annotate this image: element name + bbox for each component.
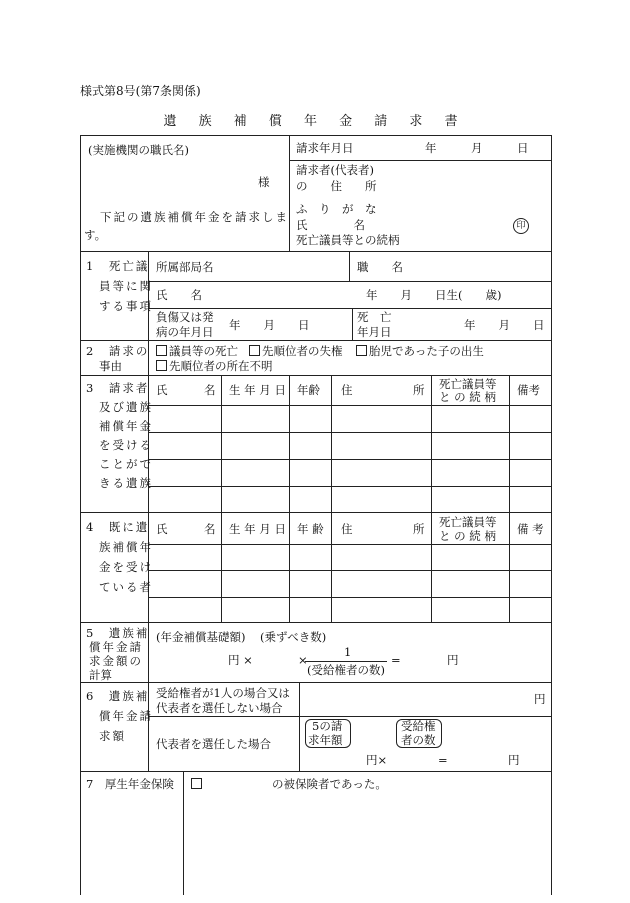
sec3-col-4	[431, 375, 432, 512]
sec1-line-2	[148, 308, 551, 309]
sec5-label-3: 求金額の	[89, 654, 143, 668]
sec3-label-5: ことがで	[99, 457, 153, 471]
death-label-1: 死 亡	[357, 310, 392, 324]
col-relation-2: と の 続 柄	[439, 390, 496, 404]
sec5-label-4: 計算	[89, 668, 112, 682]
sec3-row-1	[148, 405, 551, 406]
sec2-label-2: 事由	[99, 359, 122, 373]
rep-yen-times: 円×	[366, 753, 388, 767]
sec4-col-3	[331, 512, 332, 622]
col-addr-a: 住	[341, 522, 353, 536]
checkbox[interactable]	[249, 345, 260, 356]
injury-date: 年 月 日	[229, 318, 310, 332]
reason-option-birth[interactable]	[356, 344, 484, 358]
sec3-label-1: 3 請求者	[86, 381, 150, 395]
col-age: 年齢	[297, 383, 320, 397]
sec3-label-2: 及び遺族	[99, 400, 153, 414]
reason-option-label: 先順位者の失権	[262, 344, 343, 358]
col-note: 備考	[517, 383, 540, 397]
sec3-row-2	[148, 432, 551, 433]
multiplier-label: (乗ずべき数)	[260, 630, 327, 644]
col-birth: 生 年 月 日	[229, 522, 286, 536]
sec1-label-2: 員等に関	[99, 279, 153, 293]
col-relation-1: 死亡議員等	[439, 377, 497, 391]
sec4-label-3: 金を受け	[99, 560, 153, 574]
sec3-col-3	[331, 375, 332, 512]
checkbox[interactable]	[156, 360, 167, 371]
sec4-row-1	[148, 544, 551, 545]
checkbox[interactable]	[156, 345, 167, 356]
sec2-label-1: 2 請求の	[86, 344, 150, 358]
fraction-bar	[305, 661, 387, 662]
post-label: 職 名	[357, 260, 403, 274]
sec4-row-2	[148, 570, 551, 571]
deceased-name-label: 氏 名	[156, 288, 202, 302]
sec1-line-1	[148, 281, 551, 282]
sec6-bottom	[80, 771, 551, 772]
col-relation-2: と の 続 柄	[439, 529, 496, 543]
sec3-label-6: きる遺族	[99, 476, 153, 490]
claimant-label: 請求者(代表者)	[296, 163, 374, 177]
sec3-label-3: 補償年金	[99, 419, 153, 433]
reason-option-missing[interactable]	[156, 359, 273, 373]
bracket1-line1: 5の請	[312, 719, 343, 733]
date-year: 年	[425, 141, 437, 155]
sec3-row-4	[148, 486, 551, 487]
death-label-2: 年月日	[357, 325, 392, 339]
bracket1-line2: 求年額	[308, 733, 343, 747]
sama-label: 様	[258, 175, 270, 189]
sec3-bottom	[80, 512, 551, 513]
sec6-divider	[299, 682, 300, 771]
furigana-label: ふ り が な	[296, 202, 377, 216]
fraction-denominator: (受給権者の数)	[307, 663, 385, 677]
rep-equals: =	[438, 753, 448, 767]
sec4-col-4	[431, 512, 432, 622]
injury-label-2: 病の年月日	[156, 325, 214, 339]
col-addr-b: 所	[413, 522, 425, 536]
single-claim-label-2: 代表者を選任しない場合	[156, 701, 283, 715]
reason-option-forfeit[interactable]	[249, 344, 343, 358]
sec3-col-2	[289, 375, 290, 512]
reason-option-death[interactable]	[156, 344, 238, 358]
reason-option-label: 胎児であった子の出生	[369, 344, 484, 358]
sec6-label-2: 償年金請	[99, 709, 153, 723]
date-label: 請求年月日	[296, 141, 354, 155]
sec4-col-2	[289, 512, 290, 622]
rep-claim-label: 代表者を選任した場合	[156, 737, 271, 751]
base-amount-label: (年金補償基礎額)	[156, 630, 246, 644]
col-addr-a: 住	[341, 383, 353, 397]
sec4-label-4: ている者	[99, 580, 153, 594]
col-name-a: 氏	[156, 383, 168, 397]
request-text: 下記の遺族補償年金を請求しま	[100, 210, 289, 224]
col-birth: 生 年 月 日	[229, 383, 286, 397]
checkbox[interactable]	[356, 345, 367, 356]
org-label: (実施機関の職氏名)	[88, 143, 189, 157]
relation-label: 死亡議員等との続柄	[296, 233, 400, 247]
col-note: 備 考	[517, 522, 544, 536]
sec2-bottom	[80, 375, 551, 376]
table-right-border	[551, 135, 552, 895]
sec3-col-5	[509, 375, 510, 512]
date-day: 日	[517, 141, 529, 155]
table-left-border	[80, 135, 81, 895]
sec4-bottom	[80, 622, 551, 623]
sec5-label-2: 償年金請	[89, 640, 143, 654]
sec6-label-1: 6 遺族補	[86, 689, 150, 703]
sec4-col-1	[221, 512, 222, 622]
equals-sign: =	[391, 653, 401, 667]
yen-label: 円	[447, 653, 459, 667]
rep-yen: 円	[508, 753, 520, 767]
dept-label: 所属部局名	[156, 260, 214, 274]
single-claim-label-1: 受給権者が1人の場合又は	[156, 686, 290, 700]
date-month: 月	[471, 141, 483, 155]
pension-checkbox[interactable]	[191, 777, 204, 791]
claimant-name-label: 氏 名	[296, 218, 365, 232]
sec3-col-1	[221, 375, 222, 512]
sec3-label-4: を受ける	[99, 438, 153, 452]
request-text-end: す。	[84, 228, 107, 242]
times-sign: ×	[298, 653, 308, 667]
injury-label-1: 負傷又は発	[156, 310, 214, 324]
sec1-post-divider	[349, 251, 350, 281]
sec7-label: 7 厚生年金保険	[86, 777, 174, 791]
single-yen: 円	[534, 692, 546, 706]
yen-times: 円 ×	[228, 653, 253, 667]
seal-mark: 印	[513, 218, 529, 234]
sec1-death-divider	[352, 308, 353, 340]
table-top-border	[80, 135, 551, 136]
fraction-numerator: 1	[344, 645, 352, 659]
header-date-line	[289, 160, 551, 161]
sec4-label-1: 4 既に遺	[86, 520, 150, 534]
sec7-divider	[183, 771, 184, 895]
reason-option-label: 議員等の死亡	[169, 344, 238, 358]
col-relation-1: 死亡議員等	[439, 515, 497, 529]
sec4-col-5	[509, 512, 510, 622]
header-divider	[289, 135, 290, 251]
birth-label: 年 月 日生( 歳)	[366, 288, 502, 302]
reason-option-label: 先順位者の所在不明	[169, 359, 273, 373]
col-addr-b: 所	[413, 383, 425, 397]
header-bottom-border	[80, 251, 551, 252]
sec1-label-1: 1 死亡議	[86, 259, 150, 273]
sec5-bottom	[80, 682, 551, 683]
checkbox[interactable]	[191, 778, 202, 789]
sec1-label-3: する事項	[99, 299, 153, 313]
sec7-suffix: の被保険者であった。	[272, 777, 387, 791]
sec3-row-3	[148, 459, 551, 460]
bracket2-line2: 者の数	[401, 733, 436, 747]
sec4-label-2: 族補償年	[99, 540, 153, 554]
claimant-address-label: の 住 所	[296, 179, 377, 193]
sec5-label-1: 5 遺族補	[86, 626, 150, 640]
sec4-row-3	[148, 597, 551, 598]
sec6-label-3: 求額	[99, 729, 126, 743]
document-title: 遺 族 補 償 年 金 請 求 書	[163, 114, 467, 129]
sec6-mid	[148, 716, 551, 717]
col-name-b: 名	[204, 383, 216, 397]
col-name-a: 氏	[156, 522, 168, 536]
sec1-bottom	[80, 340, 551, 341]
bracket2-line1: 受給権	[401, 719, 436, 733]
death-date: 年 月 日	[464, 318, 545, 332]
col-age: 年 齢	[297, 522, 324, 536]
form-number: 様式第8号(第7条関係)	[80, 84, 201, 98]
col-name-b: 名	[204, 522, 216, 536]
